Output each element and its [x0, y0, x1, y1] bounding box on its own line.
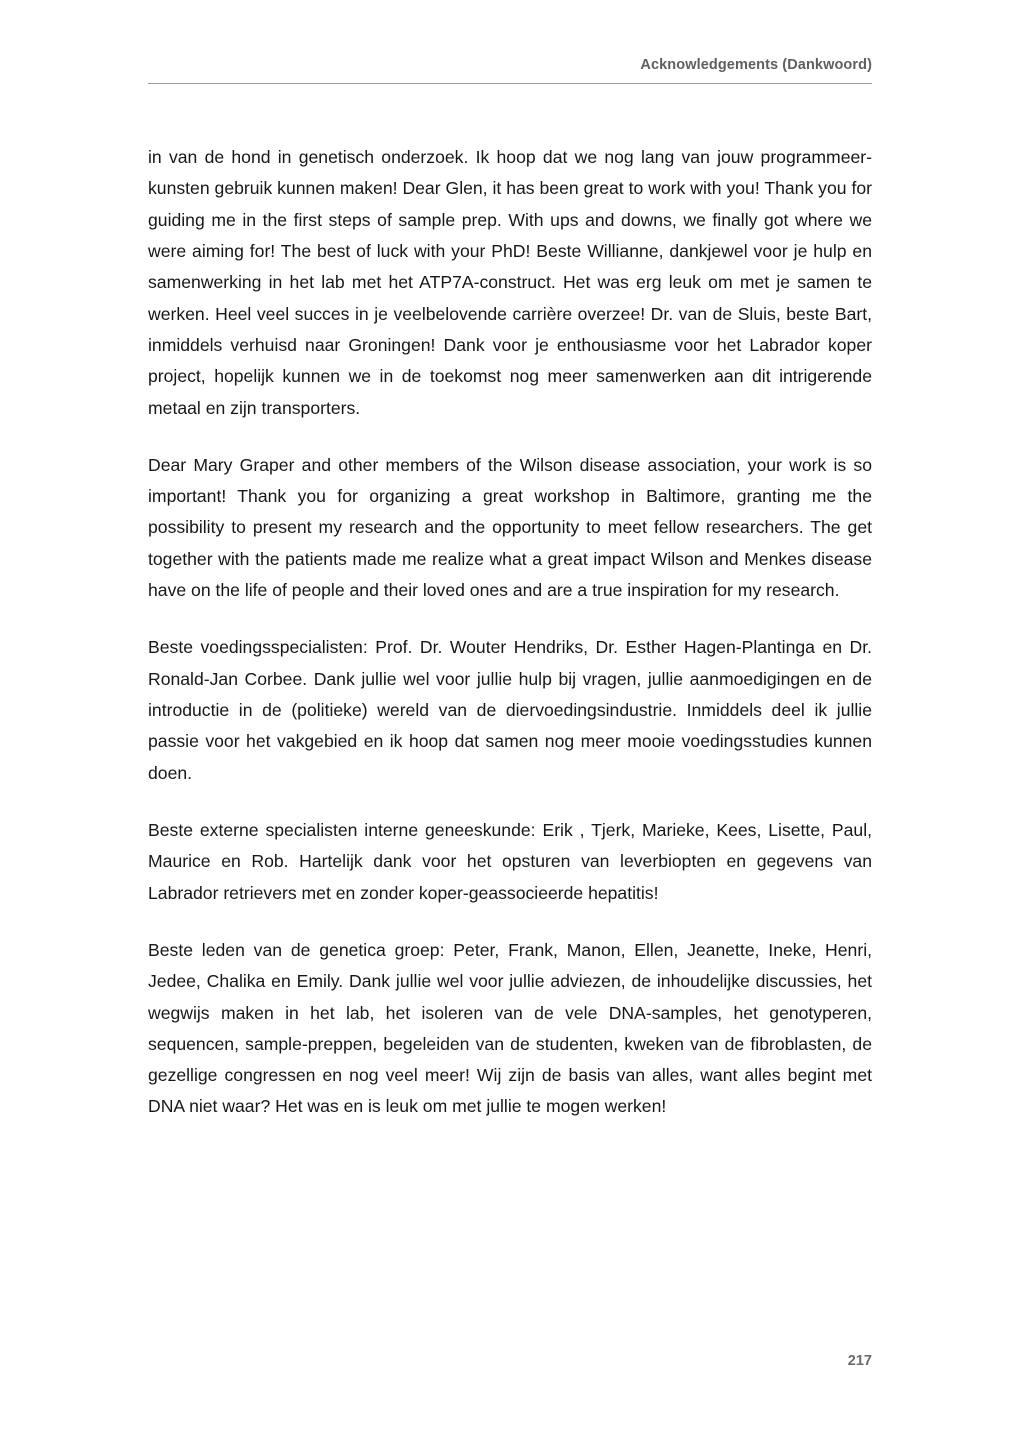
page-footer [148, 1352, 872, 1370]
body-paragraph: Dear Mary Graper and other members of the Wilson disease association, your work is so important! Thank you for organizing a great workshop in Baltimore, granting me the possibility to present my research and the opportunity to meet fellow researchers. The get together with the patients made me realize what a great impact Wilson and Menkes disease have on the life of people and their loved ones and are a true inspiration for my research. [148, 454, 872, 601]
page-number: 217 [847, 1353, 872, 1369]
body-paragraph: Beste externe specialisten interne geneeskunde: Erik , Tjerk, Marieke, Kees, Lisette, Paul, Maurice en Rob. Hartelijk dank voor het opsturen van leverbiopten en gegevens van Labrador retrievers met en zonder koper-geassocieerde hepatitis! [148, 819, 872, 903]
running-head-title: Acknowledgements (Dankwoord) [640, 57, 872, 73]
body-paragraph: in van de hond in genetisch onderzoek. Ik hoop dat we nog lang van jouw programmeer-kunsten gebruik kunnen maken! Dear Glen, it has been great to work with you! Thank you for guiding me in the first steps of sample prep. With ups and downs, we finally got where we were aiming for! The best of luck with your PhD! Beste Willianne, dankjewel voor je hulp en samenwerking in het lab met het ATP7A-construct. Het was erg leuk om met je samen te werken. Heel veel succes in je veelbelovende carrière overzee! Dr. van de Sluis, beste Bart, inmiddels verhuisd naar Groningen! Dank voor je enthousiasme voor het Labrador koper project, hopelijk kunnen we in de toekomst nog meer samenwerken aan dit intrigerende metaal en zijn transporters. [148, 147, 872, 418]
page-body [148, 142, 872, 1123]
page-header [148, 56, 872, 84]
body-paragraph: Beste leden van de genetica groep: Peter, Frank, Manon, Ellen, Jeanette, Ineke, Henri, Jedee, Chalika en Emily. Dank jullie wel voor jullie adviezen, de inhoudelijke discussies, het wegwijs maken in het lab, het isoleren van de vele DNA-samples, het genotyperen, sequencen, sample-preppen, begeleiden van de studenten, kweken van de fibroblasten, de gezellige congressen en nog veel meer! Wij zijn de basis van alles, want alles begint met DNA niet waar? Het was en is leuk om met jullie te mogen werken! [148, 939, 872, 1117]
body-paragraph: Beste voedingsspecialisten: Prof. Dr. Wouter Hendriks, Dr. Esther Hagen-Plantinga en Dr. Ronald-Jan Corbee. Dank jullie wel voor jullie hulp bij vragen, jullie aanmoedigingen en de introductie in de (politieke) wereld van de diervoedingsindustrie. Inmiddels deel ik jullie passie voor het vakgebied en ik hoop dat samen nog meer mooie voedingsstudies kunnen doen. [148, 637, 872, 783]
